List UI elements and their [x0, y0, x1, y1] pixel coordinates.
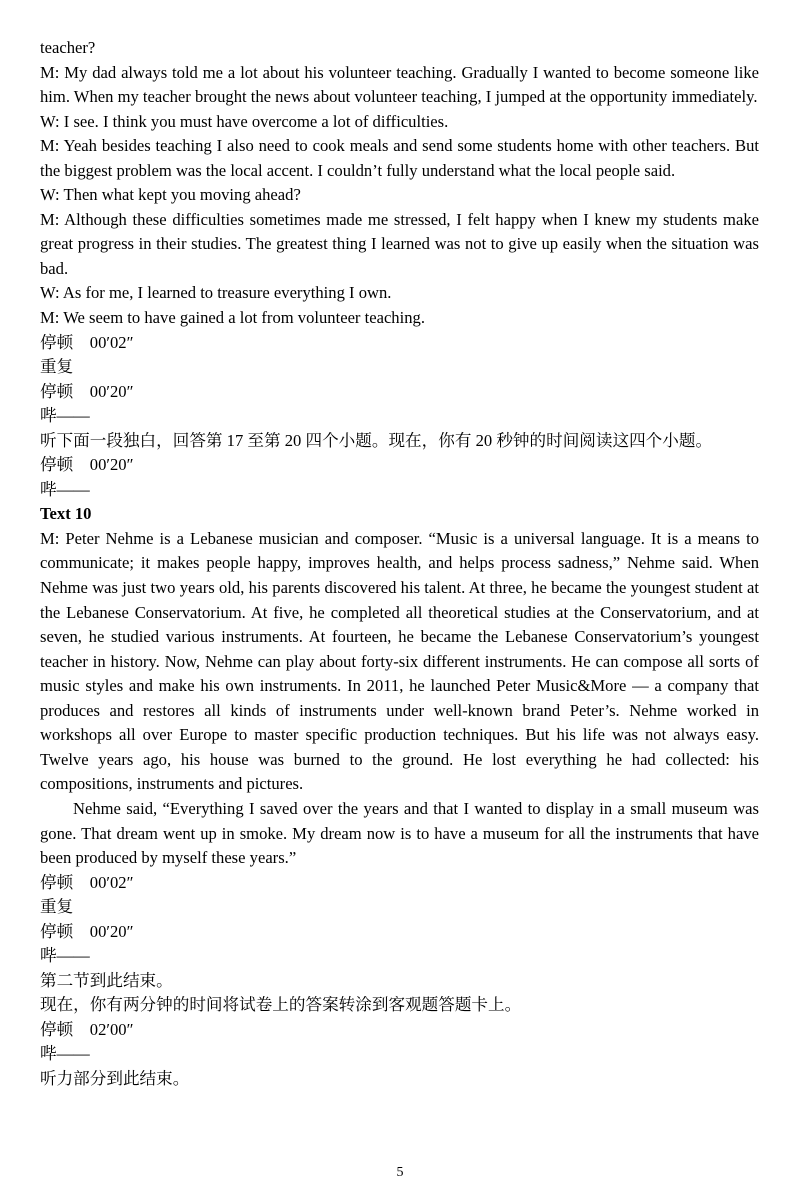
beep-cue: 哔——: [40, 479, 90, 499]
beep-cue: 哔——: [40, 946, 90, 966]
transcript-body: [40, 36, 759, 1092]
monologue-paragraph: M: Peter Nehme is a Lebanese musician and composer. “Music is a universal language. It is a means to communicate; it makes people happy, improves health, and helps process sadness,” Nehme said. When Nehme was just two years old, his parents discovered his talent. At three, he became the youngest student at the Lebanese Conservatorium. At five, he completed all theoretical studies at the Conservatorium, and at seven, he studied various instruments. At fourteen, he became the Lebanese Conservatorium’s youngest teacher in history. Now, Nehme can play about forty-six different instruments. He can compose all sorts of music styles and make his own instruments. In 2011, he launched Peter Music&More — a company that produces and restores all kinds of instruments under well-known brand Peter’s. Nehme worked in workshops all over Europe to master specific production techniques. But his life was not always easy. Twelve years ago, his house was burned to the ground. He lost everything he had collected: his compositions, instruments and pictures.: [40, 528, 759, 794]
dialogue-paragraph-w: W: Then what kept you moving ahead?: [40, 185, 301, 205]
listening-end-note: 听力部分到此结束。: [40, 1068, 190, 1088]
dialogue-paragraph-m: M: My dad always told me a lot about his volunteer teaching. Gradually I wanted to become someone like him. When my teacher brought the news about volunteer teaching, I jumped at the opportunity immediately.: [40, 62, 759, 107]
dialogue-paragraph-w: W: As for me, I learned to treasure everything I own.: [40, 283, 392, 303]
section-end-note: 第二节到此结束。: [40, 970, 173, 990]
dialogue-paragraph-m: M: Although these difficulties sometimes made me stressed, I felt happy when I knew my students make great progress in their studies. The greatest thing I learned was not to give up easily when the situation was bad.: [40, 209, 759, 278]
pause-cue: 停顿 00′02″: [40, 332, 134, 352]
repeat-cue: 重复: [40, 357, 74, 377]
continued-line: teacher?: [40, 38, 96, 57]
pause-cue: 停顿 00′20″: [40, 455, 134, 475]
beep-cue: 哔——: [40, 406, 90, 426]
text10-heading: Text 10: [40, 504, 92, 524]
pause-cue: 停顿 00′20″: [40, 921, 134, 941]
transfer-answers-instruction: 现在，你有两分钟的时间将试卷上的答案转涂到客观题答题卡上。: [40, 995, 522, 1015]
page-number: 5: [396, 1165, 404, 1180]
quote-paragraph: Nehme said, “Everything I saved over the years and that I wanted to display in a small museum was gone. That dream went up in smoke. My dream now is to have a museum for all the instruments that have been produced by myself these years.”: [40, 798, 759, 868]
repeat-cue: 重复: [40, 897, 74, 917]
beep-cue: 哔——: [40, 1044, 90, 1064]
dialogue-paragraph-m: M: We seem to have gained a lot from volunteer teaching.: [40, 308, 425, 328]
pause-cue: 停顿 02′00″: [40, 1019, 134, 1039]
pause-cue: 停顿 00′20″: [40, 381, 134, 401]
pause-cue: 停顿 00′02″: [40, 872, 134, 892]
dialogue-paragraph-w: W: I see. I think you must have overcome a lot of difficulties.: [40, 111, 449, 131]
monologue-instruction: 听下面一段独白，回答第 17 至第 20 四个小题。现在，你有 20 秒钟的时间阅读这四个小题。: [40, 430, 713, 450]
dialogue-paragraph-m: M: Yeah besides teaching I also need to cook meals and send some students home with other teachers. But the biggest problem was the local accent. I couldn’t fully understand what the local people said.: [40, 136, 759, 180]
